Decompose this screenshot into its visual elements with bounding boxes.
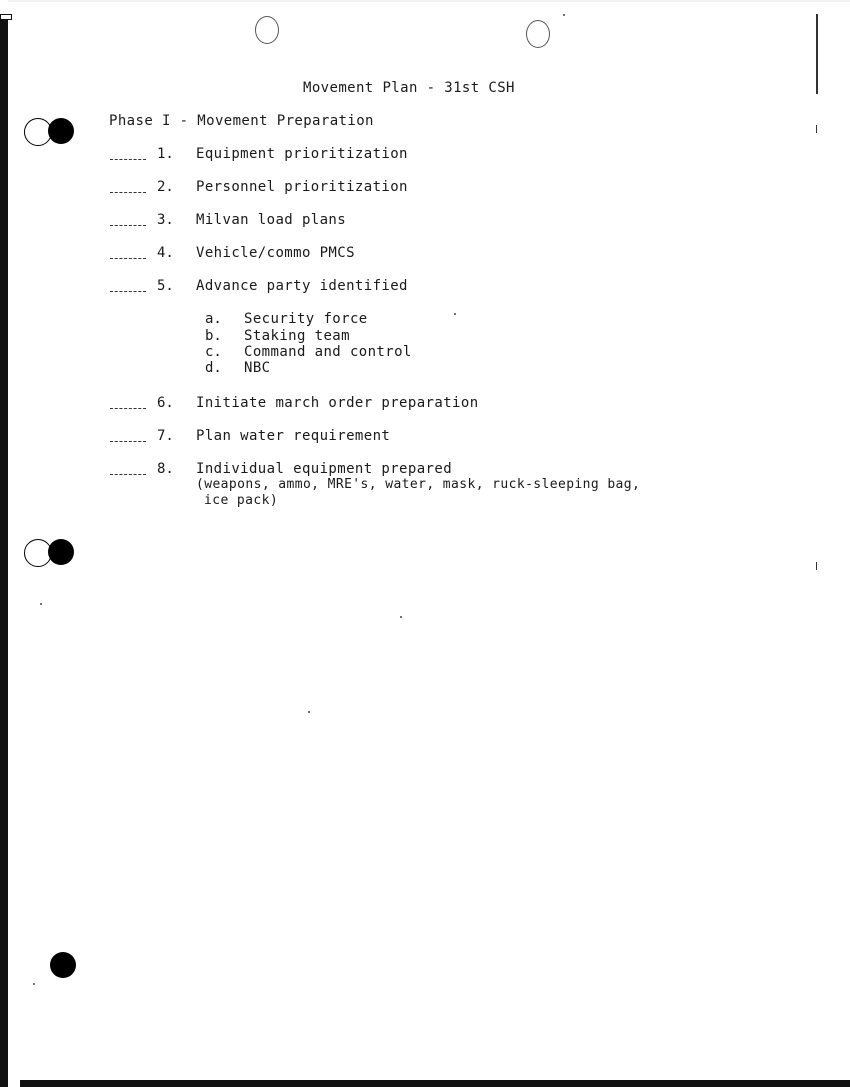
binder-hole — [48, 539, 74, 565]
item-detail: ice pack) — [204, 493, 279, 508]
right-edge-mark — [816, 125, 817, 133]
item-text: Plan water requirement — [196, 428, 391, 444]
item-number: 4. — [157, 245, 174, 261]
checkbox-blank — [110, 225, 146, 226]
scan-speck — [33, 983, 35, 985]
item-text: Equipment prioritization — [196, 146, 408, 162]
checkbox-blank — [110, 159, 146, 160]
scan-smudge — [255, 16, 279, 44]
checkbox-blank — [110, 474, 146, 475]
item-detail: (weapons, ammo, MRE's, water, mask, ruck-sleeping bag, — [196, 477, 641, 492]
item-text: Advance party identified — [196, 278, 408, 294]
page-edge-notch — [0, 14, 12, 20]
page-bottom-edge — [20, 1080, 850, 1087]
scan-speck — [308, 711, 310, 713]
page-top-edge — [8, 0, 850, 2]
subitem-text: Staking team — [244, 328, 350, 344]
item-number: 6. — [157, 395, 174, 411]
checkbox-blank — [110, 258, 146, 259]
right-edge-mark — [816, 14, 818, 94]
subitem-text: NBC — [244, 360, 271, 376]
checkbox-blank — [110, 291, 146, 292]
right-edge-mark — [816, 562, 817, 570]
item-number: 1. — [157, 146, 174, 162]
item-number: 3. — [157, 212, 174, 228]
subitem-letter: b. — [205, 328, 222, 344]
item-text: Initiate march order preparation — [196, 395, 479, 411]
phase-heading: Phase I - Movement Preparation — [109, 113, 374, 129]
item-number: 8. — [157, 461, 174, 477]
item-number: 7. — [157, 428, 174, 444]
item-text: Milvan load plans — [196, 212, 347, 228]
scan-speck — [563, 14, 565, 16]
binder-hole — [50, 952, 76, 978]
item-text: Personnel prioritization — [196, 179, 408, 195]
checkbox-blank — [110, 441, 146, 442]
item-number: 2. — [157, 179, 174, 195]
item-text: Individual equipment prepared — [196, 461, 453, 477]
document-title: Movement Plan - 31st CSH — [303, 80, 515, 96]
scan-speck — [454, 313, 456, 315]
item-number: 5. — [157, 278, 174, 294]
scan-smudge — [526, 20, 550, 48]
subitem-text: Command and control — [244, 344, 412, 360]
checkbox-blank — [110, 408, 146, 409]
subitem-text: Security force — [244, 311, 368, 327]
scan-speck — [400, 616, 402, 618]
checkbox-blank — [110, 192, 146, 193]
page-left-edge — [0, 14, 8, 1087]
scan-speck — [40, 603, 42, 605]
subitem-letter: a. — [205, 311, 222, 327]
subitem-letter: c. — [205, 344, 222, 360]
subitem-letter: d. — [205, 360, 222, 376]
binder-hole — [48, 118, 74, 144]
item-text: Vehicle/commo PMCS — [196, 245, 355, 261]
